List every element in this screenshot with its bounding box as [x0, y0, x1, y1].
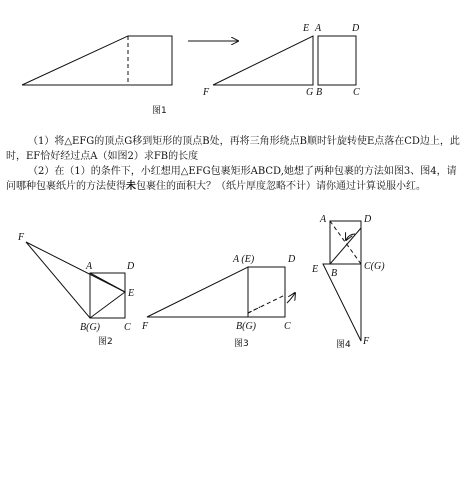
- question-part-1: （1）将△EFG的顶点G移到矩形的顶点B处，再将三角形绕点B顺时针旋转使E点落在CD边上，此时，EF恰好经过点A（如图2）求FB的长度: [6, 136, 460, 162]
- fig3-dashed-line: [248, 307, 260, 313]
- fig2-label-f: F: [18, 232, 25, 243]
- fig3-fold-arrow: [287, 293, 295, 303]
- figure-3: [141, 254, 296, 349]
- fig1-label-a: A: [315, 23, 322, 34]
- fig3-caption: 图3: [234, 339, 249, 349]
- question-part-2: [6, 164, 466, 194]
- fig2-line-ae: [90, 273, 125, 292]
- fig2-label-d: D: [127, 261, 135, 272]
- fig1-label-d: D: [352, 23, 360, 34]
- fig4-inner-line: [330, 228, 361, 264]
- fig3-label-ae: A (E): [233, 254, 255, 265]
- fig3-triangle-efg: [147, 267, 248, 317]
- fig1-label-b: B: [316, 87, 323, 98]
- fig2-triangle-efg: [26, 242, 125, 318]
- fig3-label-f: F: [142, 321, 149, 332]
- fig3-label-c: C: [284, 321, 291, 332]
- fig4-label-b: B: [331, 268, 338, 279]
- fig4-triangle-efg: [323, 264, 361, 341]
- fig2-label-bg: B(G): [80, 322, 100, 333]
- fig3-label-bg: B(G): [236, 321, 256, 332]
- fig2-label-c: C: [124, 322, 131, 333]
- fig4-label-d: D: [364, 214, 372, 225]
- fig3-rectangle-abcd: [248, 267, 285, 317]
- figure-1: [22, 23, 360, 116]
- fig4-label-e: E: [312, 264, 319, 275]
- fig4-label-f: F: [363, 336, 370, 347]
- question-part-2-text-b: 包裹住的面积大？（纸片厚度忽略不计）请你通过计算说服小红。: [136, 181, 426, 192]
- fig1-rectangle-abcd: [318, 36, 356, 85]
- fig1-trapezoid: [22, 36, 172, 85]
- question-part-2-emphasis: 未: [126, 181, 136, 192]
- fig4-dashed-fold: [330, 221, 361, 264]
- fig1-triangle-efg: [213, 36, 313, 85]
- fig4-caption: 图4: [336, 340, 351, 350]
- fig1-label-f: F: [203, 87, 210, 98]
- fig1-label-g: G: [306, 87, 314, 98]
- fig2-label-a: A: [86, 261, 93, 272]
- fig1-caption: 图1: [152, 106, 167, 116]
- figure-2: [17, 232, 135, 347]
- fig2-caption: 图2: [98, 337, 113, 347]
- fig1-label-c: C: [353, 87, 360, 98]
- fig2-label-e: E: [128, 288, 135, 299]
- fig4-label-cg: C(G): [364, 261, 385, 272]
- fig4-label-a: A: [320, 214, 327, 225]
- figure-4: [311, 214, 385, 350]
- fig1-label-e: E: [303, 23, 310, 34]
- question-part-2-text-a: （2）在（1）的条件下，小红想用△EFG包裹矩形ABCD,她想了两种包裹的方法如图3、图4，请问哪种包裹纸片的方法使得: [6, 166, 457, 192]
- fig3-label-d: D: [288, 254, 296, 265]
